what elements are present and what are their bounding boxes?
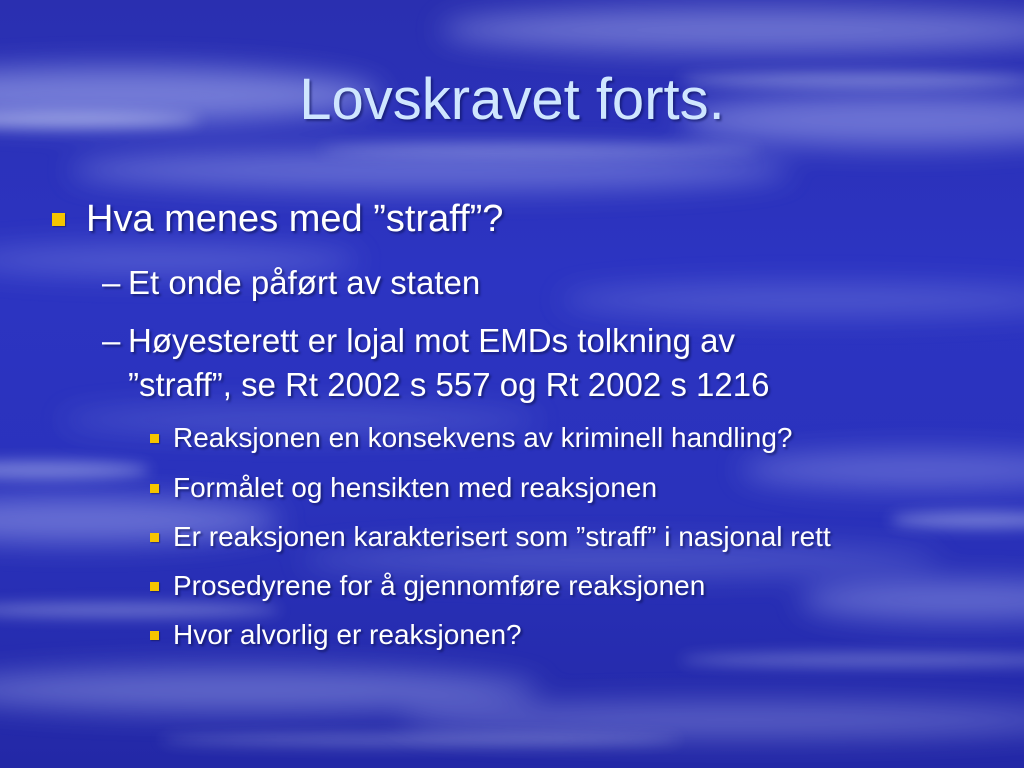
bullet-level1-text: Hva menes med ”straff”? <box>86 198 504 240</box>
dash-bullet-icon: – <box>102 264 121 301</box>
bullet-square-icon <box>150 631 159 640</box>
bullet-square-icon <box>150 484 159 493</box>
bullet-square-icon <box>52 213 65 226</box>
bullet-level2-text: Høyesterett er lojal mot EMDs tolkning av <box>128 322 736 359</box>
bullet-level2-text-continued: ”straff”, se Rt 2002 s 557 og Rt 2002 s 1216 <box>128 366 770 403</box>
bullet-level2-text: Et onde påført av staten <box>128 264 481 301</box>
bullet-level3-text: Formålet og hensikten med reaksjonen <box>173 472 658 503</box>
dash-bullet-icon: – <box>102 322 121 359</box>
bullet-level3-text: Reaksjonen en konsekvens av kriminell handling? <box>173 422 793 453</box>
bullet-square-icon <box>150 434 159 443</box>
bullet-level3-text: Prosedyrene for å gjennomføre reaksjonen <box>173 570 706 601</box>
bullet-square-icon <box>150 582 159 591</box>
bullet-level3-text: Er reaksjonen karakterisert som ”straff” i nasjonal rett <box>173 521 831 552</box>
bullet-level3-text: Hvor alvorlig er reaksjonen? <box>173 619 522 650</box>
slide-title: Lovskravet forts. <box>299 67 725 132</box>
bullet-square-icon <box>150 533 159 542</box>
